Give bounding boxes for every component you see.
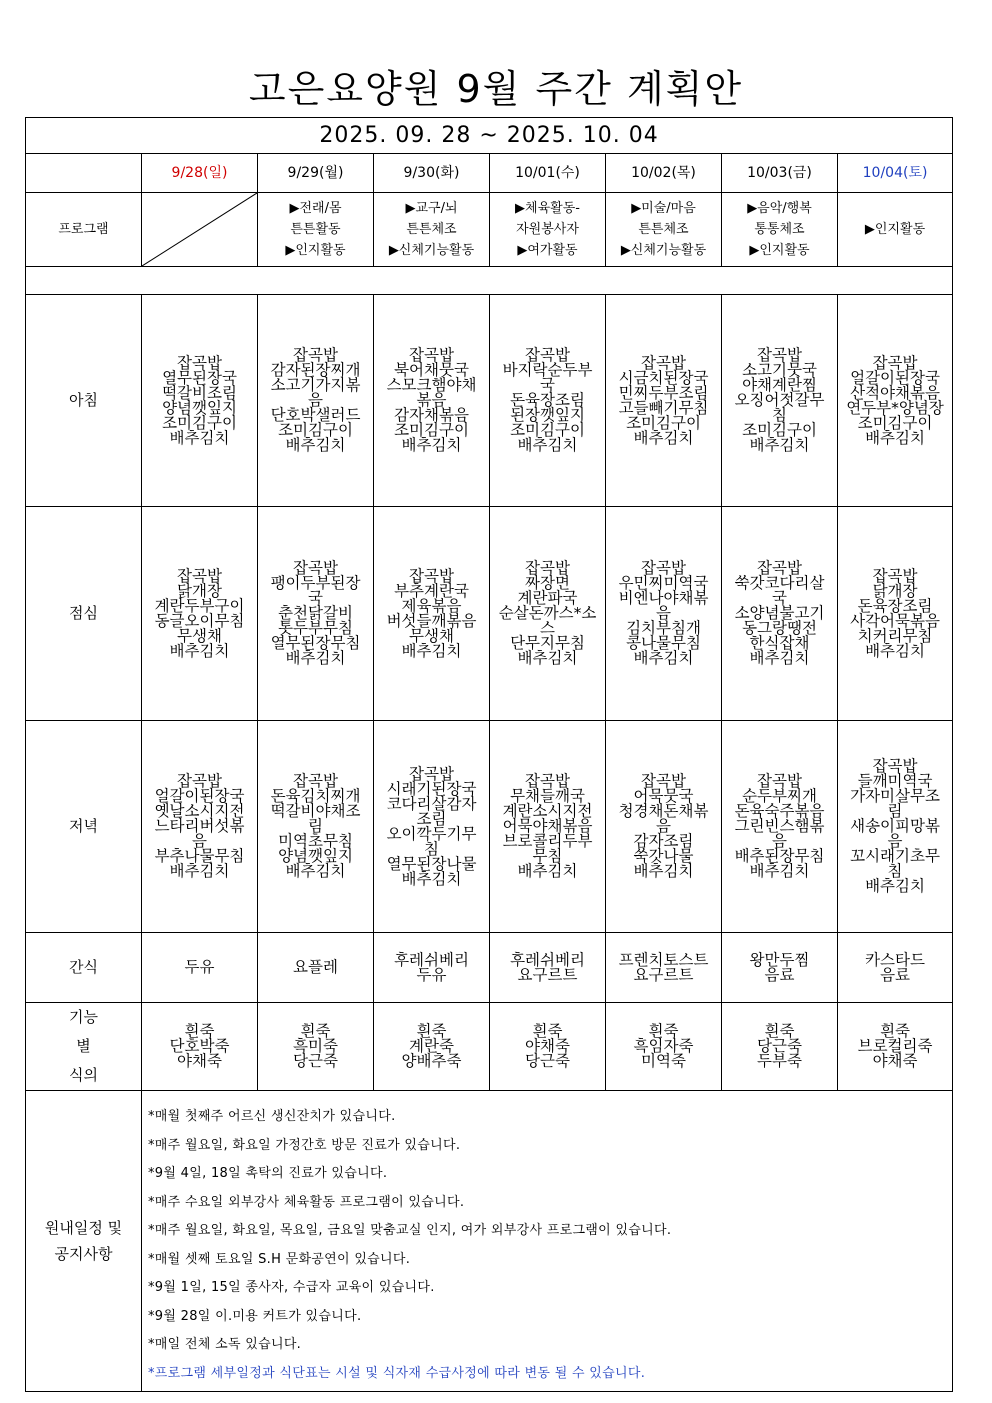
therapeutic-item: 단호박죽 [169,1037,230,1055]
breakfast-item: 소고기가지볶음 [270,376,361,409]
lunch-cell [722,507,838,721]
dinner-item: 잡곡밥 [293,772,338,790]
breakfast-item: 조미김구이 [626,413,701,432]
therapeutic-label-line: 별 [76,1037,91,1055]
notice-item: *9월 28일 이.미용 커트가 있습니다. [148,1308,362,1324]
program-cell [722,193,838,267]
lunch-item: 열무된장무침 [270,634,361,652]
lunch-item: 무생채 [177,626,222,645]
day-header-wed: 10/01(수) [490,154,606,193]
lunch-cell [490,507,606,721]
notice-item: *매주 수요일 외부강사 체육활동 프로그램이 있습니다. [148,1194,465,1210]
lunch-item: 잡곡밥 [872,566,918,585]
lunch-item: 잡곡밥 [409,566,454,585]
breakfast-cell [258,295,374,507]
lunch-item: 동글오이무침 [154,611,245,630]
program-line: ▶인지활동 [285,243,346,258]
breakfast-item: 잡곡밥 [293,346,338,364]
lunch-item: 비엔나야채볶음 [618,589,709,622]
therapeutic-cell [606,1003,722,1091]
dinner-item: 배추김치 [865,877,925,895]
breakfast-item: 배추김치 [169,428,230,447]
lunch-item: 콩나물무침 [626,634,701,652]
lunch-item: 사각어묵볶음 [850,611,940,630]
dinner-item: 잡곡밥 [872,757,918,775]
breakfast-cell [490,295,606,507]
snack-cell [258,933,374,1003]
snack-item: 요구르트 [517,965,578,984]
breakfast-item: 열무된장국 [162,368,237,387]
snack-item: 요플레 [293,958,338,976]
breakfast-item: 잡곡밥 [757,346,802,364]
dinner-item: 배추된장무침 [734,847,825,865]
dinner-item: 떡갈비야채조림 [270,802,361,835]
program-line: ▶전래/몸 [289,201,342,216]
snack-item: 음료 [764,965,795,984]
lunch-item: 제육볶음 [401,596,462,615]
lunch-row [26,507,953,721]
lunch-item: 계란파국 [517,589,578,607]
therapeutic-label-line: 기능 [69,1008,98,1026]
dinner-item: 가자미살무조림 [850,787,940,820]
dinner-item: 들깨미역국 [857,772,933,790]
program-cell [838,193,953,267]
therapeutic-item: 흰죽 [184,1022,215,1040]
lunch-item: 동그랑땡전 [742,619,817,637]
lunch-item: 배추김치 [169,641,230,660]
lunch-cell [142,507,258,721]
dinner-item: 느타리버섯볶음 [154,817,245,850]
corner-cell [26,154,142,193]
day-header-thu: 10/02(목) [606,154,722,193]
lunch-item: 닭개장 [177,581,222,600]
therapeutic-item: 계란죽 [409,1037,454,1055]
breakfast-item: 단호박샐러드 [270,406,361,424]
therapeutic-item: 야채죽 [177,1052,222,1070]
breakfast-item: 소고기뭇국 [742,361,817,379]
notice-item: *9월 4일, 18일 촉탁의 진료가 있습니다. [148,1166,388,1181]
therapeutic-item: 야채죽 [525,1037,570,1055]
dinner-item: 배추김치 [517,862,578,880]
lunch-item: 잡곡밥 [525,559,570,577]
lunch-item: 팽이두부된장국 [270,574,361,607]
breakfast-item: 조미김구이 [162,413,237,432]
snack-cell [490,933,606,1003]
lunch-item: 부추계란국 [394,581,469,600]
dinner-item: 배추김치 [169,862,230,880]
dinner-item: 잡곡밥 [757,772,802,790]
dinner-item: 계란소시지전 [502,802,593,820]
therapeutic-item: 두부죽 [757,1052,802,1070]
notice-item: *프로그램 세부일정과 식단표는 시설 및 식자재 수급사정에 따라 변동 될 수 있습니다. [148,1365,646,1381]
diagonal-line [142,193,257,266]
day-header-sat: 10/04(토) [838,154,953,193]
program-line: 튼튼체조 [638,222,689,237]
breakfast-item: 양념깻잎지 [162,398,237,417]
dinner-cell [142,721,258,933]
therapeutic-item: 흑임자죽 [633,1037,694,1055]
lunch-item: 배추김치 [285,649,346,667]
therapeutic-item: 양배추죽 [401,1052,462,1070]
breakfast-item: 잡곡밥 [525,346,570,364]
dinner-item: 꼬시래기초무침 [850,847,940,880]
breakfast-cell [374,295,490,507]
dinner-item: 돈육숙주볶음 [734,802,825,820]
snack-cell [142,933,258,1003]
notice-item: *9월 1일, 15일 종사자, 수급자 교육이 있습니다. [148,1280,435,1295]
notice-item: *매월 첫째주 어르신 생신잔치가 있습니다. [148,1109,396,1124]
program-line: ▶신체기능활동 [388,243,475,258]
dinner-item: 열무된장나물 [386,854,477,873]
therapeutic-item: 흰죽 [416,1022,447,1040]
day-header-row [26,154,953,193]
lunch-item: 치커리무침 [857,626,933,645]
breakfast-row [26,295,953,507]
program-cell [606,193,722,267]
dinner-item: 시래기된장국 [386,779,477,798]
snack-item: 요구르트 [633,965,694,984]
breakfast-item: 산적야채볶음 [850,383,940,402]
breakfast-cell [606,295,722,507]
lunch-item: 배추김치 [633,649,694,667]
snack-item: 왕만두찜 [749,950,810,969]
breakfast-item: 배추김치 [285,436,346,454]
dinner-item: 순두부찌개 [742,787,817,805]
program-line: ▶미술/마음 [631,201,696,216]
program-line: ▶인지활동 [864,222,926,237]
snack-item: 두유 [416,965,447,984]
dinner-item: 잡곡밥 [409,764,454,783]
snack-label: 간식 [26,933,142,1003]
therapeutic-cell [722,1003,838,1091]
dinner-cell [490,721,606,933]
dinner-item: 쑥갓나물 [633,847,694,865]
breakfast-item: 잡곡밥 [409,346,454,364]
breakfast-item: 감자채볶음 [394,406,469,424]
breakfast-item: 고들빼기무침 [618,398,709,417]
dinner-item: 얼갈이된장국 [154,787,245,805]
dinner-item: 오이깍두기무침 [386,824,477,858]
dinner-item: 잡곡밥 [641,772,686,790]
program-cell-sun-crossed [142,193,258,267]
program-cell [374,193,490,267]
program-row [26,193,953,267]
program-line: ▶교구/뇌 [405,201,458,216]
lunch-cell [258,507,374,721]
snack-item: 두유 [184,958,215,976]
breakfast-item: 조미김구이 [510,421,585,439]
snack-cell [606,933,722,1003]
lunch-item: 닭개장 [872,581,918,600]
program-cell [490,193,606,267]
breakfast-item: 배추김치 [749,436,810,454]
breakfast-item: 돈육장조림 [510,391,585,409]
dinner-item: 양념깻잎지 [278,847,353,865]
spacer-row [26,267,953,295]
breakfast-item: 스모크햄야채볶음 [386,376,477,409]
therapeutic-item: 흰죽 [880,1022,911,1040]
dinner-item: 잡곡밥 [177,772,222,790]
dinner-cell [838,721,953,933]
lunch-item: 소양념불고기 [734,604,825,622]
dinner-item: 무채들깨국 [510,787,585,805]
therapeutic-item: 브로컬리죽 [857,1037,933,1055]
page-title: 고은요양원 9월 주간 계획안 [248,67,744,111]
breakfast-item: 된장깻잎지 [510,406,585,424]
lunch-label: 점심 [26,507,142,721]
snack-item: 음료 [880,965,911,984]
notice-label-line: 원내일정 및 [44,1219,123,1237]
lunch-item: 한식잡채 [749,634,810,652]
dinner-item: 돈육김치찌개 [270,787,361,805]
breakfast-item: 바지락순두부국 [502,361,593,394]
therapeutic-item: 당근죽 [525,1052,570,1070]
snack-cell [722,933,838,1003]
lunch-item: 무생채 [409,626,454,645]
therapeutic-cell [142,1003,258,1091]
date-range: 2025. 09. 28 ~ 2025. 10. 04 [26,118,953,154]
dinner-item: 배추김치 [749,862,810,880]
lunch-item: 계란두부구이 [154,596,245,615]
day-header-tue: 9/30(화) [374,154,490,193]
notice-item: *매주 월요일, 화요일, 목요일, 금요일 맞춤교실 인지, 여가 외부강사 프로그램이 있습니다. [148,1223,672,1238]
lunch-item: 쑥갓코다리살국 [734,574,825,607]
program-line: 튼튼활동 [290,222,341,237]
notice-item: *매월 셋째 토요일 S.H 문화공연이 있습니다. [148,1251,411,1267]
therapeutic-cell [374,1003,490,1091]
program-line: 튼튼체조 [406,222,457,237]
therapeutic-item: 당근죽 [293,1052,338,1070]
therapeutic-item: 미역죽 [641,1052,686,1070]
breakfast-cell [722,295,838,507]
weekly-plan-table [25,117,953,1392]
lunch-item: 순살돈까스*소스 [498,604,597,637]
therapeutic-item: 흰죽 [764,1022,795,1040]
breakfast-item: 야채계란찜 [742,376,817,394]
snack-row [26,933,953,1003]
notice-label [26,1091,142,1392]
dinner-item: 배추김치 [401,869,462,888]
breakfast-item: 오징어젓갈무침 [734,391,825,424]
breakfast-item: 북어채뭇국 [394,361,469,379]
program-line: ▶신체기능활동 [620,243,707,258]
therapeutic-item: 흰죽 [648,1022,679,1040]
therapeutic-item: 흰죽 [300,1022,331,1040]
notice-item: *매주 월요일, 화요일 가정간호 방문 진료가 있습니다. [148,1137,461,1153]
lunch-item: 춘천닭갈비 [278,604,353,622]
breakfast-item: 배추김치 [517,436,578,454]
day-header-mon: 9/29(월) [258,154,374,193]
breakfast-item: 민찌두부조림 [618,383,709,402]
dinner-item: 브로콜리두부무침 [502,832,593,865]
therapeutic-cell [838,1003,953,1091]
program-label: 프로그램 [26,193,142,267]
program-line: 통통체조 [754,222,805,237]
dinner-item: 부추나물무침 [154,847,245,865]
dinner-cell [258,721,374,933]
therapeutic-diet-row [26,1003,953,1091]
day-header-fri: 10/03(금) [722,154,838,193]
breakfast-item: 조미김구이 [278,421,353,439]
program-line: ▶인지활동 [749,243,810,258]
therapeutic-item: 당근죽 [757,1037,802,1055]
dinner-cell [722,721,838,933]
snack-item: 후레쉬베리 [394,950,469,969]
breakfast-item: 잡곡밥 [641,353,686,372]
lunch-item: 단무지무침 [510,634,585,652]
therapeutic-label-line: 식의 [69,1066,98,1084]
notice-list [142,1091,953,1392]
snack-item: 프렌치토스트 [618,950,709,969]
lunch-item: 잡곡밥 [757,559,802,577]
program-line: ▶음악/행복 [747,201,812,216]
lunch-item: 돈육장조림 [857,596,933,615]
day-header-sun: 9/28(일) [142,154,258,193]
lunch-item: 배추김치 [749,649,810,667]
breakfast-item: 떡갈비조림 [162,383,237,402]
breakfast-cell [838,295,953,507]
dinner-item: 옛날소시지전 [154,802,245,820]
dinner-cell [606,721,722,933]
lunch-item: 잡곡밥 [177,566,222,585]
notice-row [26,1091,953,1392]
lunch-item: 김치부침개 [626,619,701,637]
breakfast-item: 조미김구이 [742,421,817,439]
dinner-item: 새송이피망볶음 [850,817,940,850]
dinner-item: 배추김치 [285,862,346,880]
breakfast-item: 잡곡밥 [177,353,222,372]
lunch-item: 우민찌미역국 [618,574,709,592]
breakfast-item: 조미김구이 [857,413,933,432]
dinner-item: 배추김치 [633,862,694,880]
lunch-item: 배추김치 [865,641,925,660]
lunch-item: 톳두부무침 [278,619,353,637]
breakfast-item: 시금치된장국 [618,368,709,387]
snack-cell [838,933,953,1003]
dinner-item: 청경채돈채볶음 [618,802,709,835]
snack-item: 카스타드 [865,950,925,969]
program-line: ▶여가활동 [517,243,578,258]
lunch-cell [838,507,953,721]
therapeutic-cell [258,1003,374,1091]
dinner-row [26,721,953,933]
lunch-item: 버섯들깨볶음 [386,611,477,630]
program-cell [258,193,374,267]
breakfast-label: 아침 [26,295,142,507]
program-line: ▶체육활동- [515,201,580,216]
therapeutic-label [26,1003,142,1091]
dinner-item: 감자조림 [633,832,694,850]
breakfast-item: 연두부*양념장 [846,398,944,417]
lunch-item: 짜장면 [525,574,570,592]
snack-item: 후레쉬베리 [510,950,585,969]
notice-item: *매일 전체 소독 있습니다. [148,1337,302,1352]
therapeutic-cell [490,1003,606,1091]
dinner-item: 어묵야채볶음 [502,817,593,835]
breakfast-item: 배추김치 [633,428,694,447]
breakfast-item: 조미김구이 [394,421,469,439]
lunch-item: 배추김치 [401,641,462,660]
dinner-item: 그린빈스햄볶음 [734,817,825,850]
therapeutic-item: 흰죽 [532,1022,563,1040]
snack-cell [374,933,490,1003]
breakfast-item: 잡곡밥 [872,353,918,372]
breakfast-item: 배추김치 [401,436,462,454]
therapeutic-item: 흑미죽 [293,1037,338,1055]
dinner-item: 코다리살감자조림 [386,794,477,828]
dinner-item: 미역초무침 [278,832,353,850]
lunch-cell [374,507,490,721]
dinner-item: 잡곡밥 [525,772,570,790]
lunch-item: 배추김치 [517,649,578,667]
program-line: 자원봉사자 [516,222,579,237]
dinner-label: 저녁 [26,721,142,933]
notice-label-line: 공지사항 [54,1245,113,1263]
dinner-cell [374,721,490,933]
breakfast-item: 배추김치 [865,428,925,447]
therapeutic-item: 야채죽 [872,1052,918,1070]
breakfast-item: 감자된장찌개 [270,361,361,379]
breakfast-cell [142,295,258,507]
lunch-cell [606,507,722,721]
lunch-item: 잡곡밥 [641,559,686,577]
lunch-item: 잡곡밥 [293,559,338,577]
dinner-item: 어묵뭇국 [633,787,694,805]
breakfast-item: 얼갈이된장국 [850,368,940,387]
